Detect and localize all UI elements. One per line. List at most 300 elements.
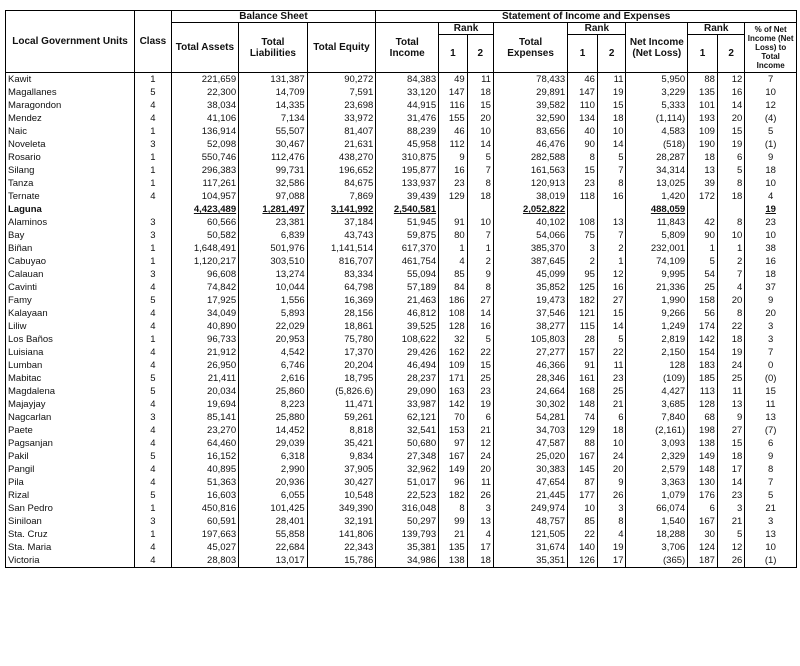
net-rank-2-cell: 27 xyxy=(717,424,744,437)
header-balance-sheet: Balance Sheet xyxy=(171,11,376,23)
total-liabilities-cell: 101,425 xyxy=(239,502,308,515)
expenses-rank-2-cell: 13 xyxy=(597,216,626,229)
pct-net-income-cell: 18 xyxy=(745,268,797,281)
expenses-rank-1-cell: 167 xyxy=(568,450,598,463)
net-rank-2-cell: 22 xyxy=(717,320,744,333)
total-liabilities-cell: 303,510 xyxy=(239,255,308,268)
total-income-cell: 29,090 xyxy=(376,385,439,398)
class-cell: 1 xyxy=(135,255,172,268)
total-liabilities-cell: 10,044 xyxy=(239,281,308,294)
expenses-rank-2-cell: 21 xyxy=(597,398,626,411)
lgu-name-cell: Laguna xyxy=(6,203,135,216)
lgu-name-cell: Paete xyxy=(6,424,135,437)
total-expenses-cell: 37,546 xyxy=(493,307,567,320)
total-assets-cell: 197,663 xyxy=(171,528,238,541)
net-rank-2-cell: 12 xyxy=(717,541,744,554)
net-rank-1-cell: 101 xyxy=(688,99,718,112)
expenses-rank-2-cell: 16 xyxy=(597,281,626,294)
income-rank-2-cell: 25 xyxy=(467,372,493,385)
net-income-cell: (365) xyxy=(626,554,688,568)
total-income-cell: 50,297 xyxy=(376,515,439,528)
income-rank-1-cell: 49 xyxy=(439,73,468,87)
income-rank-2-cell: 24 xyxy=(467,450,493,463)
total-assets-cell: 136,914 xyxy=(171,125,238,138)
class-cell: 4 xyxy=(135,463,172,476)
total-liabilities-cell: 14,709 xyxy=(239,86,308,99)
income-rank-2-cell: 7 xyxy=(467,164,493,177)
income-rank-2-cell: 10 xyxy=(467,125,493,138)
net-rank-1-cell: 190 xyxy=(688,138,718,151)
income-rank-2-cell: 12 xyxy=(467,437,493,450)
table-row xyxy=(6,281,797,294)
income-rank-1-cell: 91 xyxy=(439,216,468,229)
income-rank-1-cell xyxy=(439,203,468,216)
expenses-rank-1-cell: 22 xyxy=(568,528,598,541)
expenses-rank-1-cell: 168 xyxy=(568,385,598,398)
income-rank-2-cell: 20 xyxy=(467,463,493,476)
pct-net-income-cell: 20 xyxy=(745,307,797,320)
income-rank-1-cell: 32 xyxy=(439,333,468,346)
expenses-rank-1-cell: 134 xyxy=(568,112,598,125)
header-net-rank-2: 2 xyxy=(717,35,744,73)
pct-net-income-cell: 7 xyxy=(745,73,797,87)
expenses-rank-1-cell: 108 xyxy=(568,216,598,229)
expenses-rank-1-cell: 115 xyxy=(568,320,598,333)
lgu-name-cell: Cabuyao xyxy=(6,255,135,268)
income-rank-2-cell: 9 xyxy=(467,268,493,281)
table-row xyxy=(6,307,797,320)
header-income-statement: Statement of Income and Expenses xyxy=(376,11,797,23)
income-rank-1-cell: 147 xyxy=(439,86,468,99)
total-assets-cell: 51,363 xyxy=(171,476,238,489)
net-rank-2-cell: 8 xyxy=(717,307,744,320)
lgu-name-cell: Magdalena xyxy=(6,385,135,398)
lgu-name-cell: Liliw xyxy=(6,320,135,333)
total-expenses-cell: 121,505 xyxy=(493,528,567,541)
pct-net-income-cell: 10 xyxy=(745,229,797,242)
total-liabilities-cell: 14,335 xyxy=(239,99,308,112)
net-rank-1-cell: 90 xyxy=(688,229,718,242)
net-rank-2-cell: 20 xyxy=(717,294,744,307)
pct-net-income-cell: 23 xyxy=(745,216,797,229)
class-cell: 4 xyxy=(135,398,172,411)
income-rank-2-cell: 21 xyxy=(467,424,493,437)
class-cell: 5 xyxy=(135,86,172,99)
total-expenses-cell: 27,277 xyxy=(493,346,567,359)
income-rank-2-cell: 16 xyxy=(467,320,493,333)
net-rank-2-cell: 18 xyxy=(717,333,744,346)
class-cell: 4 xyxy=(135,307,172,320)
net-rank-2-cell xyxy=(717,203,744,216)
total-liabilities-cell: 112,476 xyxy=(239,151,308,164)
net-rank-2-cell: 21 xyxy=(717,515,744,528)
class-cell xyxy=(135,203,172,216)
total-income-cell: 108,622 xyxy=(376,333,439,346)
total-liabilities-cell: 1,281,497 xyxy=(239,203,308,216)
class-cell: 4 xyxy=(135,359,172,372)
pct-net-income-cell: 9 xyxy=(745,151,797,164)
class-cell: 4 xyxy=(135,99,172,112)
lgu-name-cell: Mendez xyxy=(6,112,135,125)
net-rank-2-cell: 18 xyxy=(717,450,744,463)
net-rank-2-cell: 7 xyxy=(717,268,744,281)
class-cell: 5 xyxy=(135,372,172,385)
pct-net-income-cell: 38 xyxy=(745,242,797,255)
expenses-rank-2-cell: 16 xyxy=(597,190,626,203)
net-rank-2-cell: 10 xyxy=(717,229,744,242)
lgu-name-cell: Tanza xyxy=(6,177,135,190)
total-liabilities-cell: 131,387 xyxy=(239,73,308,87)
net-rank-1-cell: 172 xyxy=(688,190,718,203)
expenses-rank-1-cell: 121 xyxy=(568,307,598,320)
expenses-rank-2-cell: 26 xyxy=(597,489,626,502)
total-assets-cell: 74,842 xyxy=(171,281,238,294)
net-income-cell: (518) xyxy=(626,138,688,151)
total-assets-cell: 21,411 xyxy=(171,372,238,385)
expenses-rank-1-cell: 87 xyxy=(568,476,598,489)
net-rank-1-cell: 88 xyxy=(688,73,718,87)
lgu-name-cell: Luisiana xyxy=(6,346,135,359)
total-liabilities-cell: 14,452 xyxy=(239,424,308,437)
lgu-name-cell: Naic xyxy=(6,125,135,138)
expenses-rank-1-cell: 85 xyxy=(568,515,598,528)
expenses-rank-2-cell: 2 xyxy=(597,242,626,255)
expenses-rank-1-cell: 177 xyxy=(568,489,598,502)
total-equity-cell: 84,675 xyxy=(307,177,376,190)
total-assets-cell: 4,423,489 xyxy=(171,203,238,216)
expenses-rank-1-cell: 40 xyxy=(568,125,598,138)
total-expenses-cell: 19,473 xyxy=(493,294,567,307)
total-liabilities-cell: 5,893 xyxy=(239,307,308,320)
income-rank-2-cell: 5 xyxy=(467,151,493,164)
table-row xyxy=(6,541,797,554)
total-equity-cell: 18,861 xyxy=(307,320,376,333)
lgu-name-cell: Cavinti xyxy=(6,281,135,294)
net-income-cell: 3,093 xyxy=(626,437,688,450)
income-rank-2-cell: 18 xyxy=(467,554,493,568)
table-row xyxy=(6,268,797,281)
net-income-cell: 2,150 xyxy=(626,346,688,359)
income-rank-1-cell: 16 xyxy=(439,164,468,177)
income-rank-1-cell: 99 xyxy=(439,515,468,528)
table-row xyxy=(6,216,797,229)
total-assets-cell: 52,098 xyxy=(171,138,238,151)
table-row xyxy=(6,398,797,411)
net-rank-2-cell: 5 xyxy=(717,528,744,541)
total-expenses-cell: 47,654 xyxy=(493,476,567,489)
table-row xyxy=(6,450,797,463)
net-rank-2-cell: 8 xyxy=(717,216,744,229)
total-liabilities-cell: 13,274 xyxy=(239,268,308,281)
net-income-cell: 4,583 xyxy=(626,125,688,138)
table-row xyxy=(6,554,797,568)
total-liabilities-cell: 2,616 xyxy=(239,372,308,385)
total-income-cell: 51,945 xyxy=(376,216,439,229)
expenses-rank-2-cell: 10 xyxy=(597,125,626,138)
income-rank-1-cell: 155 xyxy=(439,112,468,125)
class-cell: 1 xyxy=(135,73,172,87)
net-rank-2-cell: 15 xyxy=(717,125,744,138)
income-rank-2-cell: 8 xyxy=(467,281,493,294)
class-cell: 3 xyxy=(135,229,172,242)
net-income-cell: (1,114) xyxy=(626,112,688,125)
net-rank-2-cell: 25 xyxy=(717,372,744,385)
lgu-name-cell: San Pedro xyxy=(6,502,135,515)
expenses-rank-2-cell: 18 xyxy=(597,424,626,437)
net-rank-1-cell: 183 xyxy=(688,359,718,372)
lgu-name-cell: Pangil xyxy=(6,463,135,476)
total-equity-cell: 23,698 xyxy=(307,99,376,112)
total-income-cell: 27,348 xyxy=(376,450,439,463)
total-expenses-cell: 282,588 xyxy=(493,151,567,164)
total-expenses-cell: 32,590 xyxy=(493,112,567,125)
net-rank-1-cell: 13 xyxy=(688,164,718,177)
net-rank-1-cell: 158 xyxy=(688,294,718,307)
expenses-rank-1-cell: 129 xyxy=(568,424,598,437)
total-liabilities-cell: 30,467 xyxy=(239,138,308,151)
expenses-rank-2-cell: 17 xyxy=(597,554,626,568)
total-assets-cell: 28,803 xyxy=(171,554,238,568)
header-expenses-rank-1: 1 xyxy=(568,35,598,73)
total-liabilities-cell: 22,029 xyxy=(239,320,308,333)
header-lgu: Local Government Units xyxy=(6,11,135,73)
net-rank-1-cell: 149 xyxy=(688,450,718,463)
total-assets-cell: 20,034 xyxy=(171,385,238,398)
net-rank-1-cell: 42 xyxy=(688,216,718,229)
total-assets-cell: 22,300 xyxy=(171,86,238,99)
net-rank-1-cell xyxy=(688,203,718,216)
expenses-rank-1-cell: 8 xyxy=(568,151,598,164)
lgu-name-cell: Noveleta xyxy=(6,138,135,151)
total-expenses-cell: 78,433 xyxy=(493,73,567,87)
lgu-name-cell: Pila xyxy=(6,476,135,489)
income-rank-2-cell: 8 xyxy=(467,177,493,190)
total-assets-cell: 40,890 xyxy=(171,320,238,333)
net-rank-1-cell: 138 xyxy=(688,437,718,450)
total-expenses-cell: 105,803 xyxy=(493,333,567,346)
income-rank-1-cell: 23 xyxy=(439,177,468,190)
total-assets-cell: 41,106 xyxy=(171,112,238,125)
income-rank-2-cell: 2 xyxy=(467,255,493,268)
income-rank-1-cell: 80 xyxy=(439,229,468,242)
table-row xyxy=(6,411,797,424)
total-income-cell: 21,463 xyxy=(376,294,439,307)
income-rank-2-cell: 18 xyxy=(467,190,493,203)
pct-net-income-cell: 0 xyxy=(745,359,797,372)
table-row xyxy=(6,437,797,450)
total-liabilities-cell: 25,860 xyxy=(239,385,308,398)
net-income-cell: 2,819 xyxy=(626,333,688,346)
net-rank-2-cell: 13 xyxy=(717,398,744,411)
pct-net-income-cell: 16 xyxy=(745,255,797,268)
pct-net-income-cell: 3 xyxy=(745,515,797,528)
total-income-cell: 33,987 xyxy=(376,398,439,411)
table-row xyxy=(6,372,797,385)
income-rank-1-cell: 109 xyxy=(439,359,468,372)
lgu-name-cell: Victoria xyxy=(6,554,135,568)
income-rank-2-cell: 17 xyxy=(467,541,493,554)
income-rank-2-cell: 10 xyxy=(467,216,493,229)
pct-net-income-cell: 10 xyxy=(745,86,797,99)
net-rank-1-cell: 68 xyxy=(688,411,718,424)
table-row xyxy=(6,177,797,190)
total-income-cell: 617,370 xyxy=(376,242,439,255)
table-body xyxy=(6,73,797,568)
total-assets-cell: 23,270 xyxy=(171,424,238,437)
income-rank-2-cell: 19 xyxy=(467,398,493,411)
net-rank-1-cell: 193 xyxy=(688,112,718,125)
total-expenses-cell: 385,370 xyxy=(493,242,567,255)
expenses-rank-2-cell: 15 xyxy=(597,99,626,112)
lgu-financial-table xyxy=(5,10,797,568)
net-income-cell: 9,266 xyxy=(626,307,688,320)
class-cell: 5 xyxy=(135,294,172,307)
total-assets-cell: 26,950 xyxy=(171,359,238,372)
table-row xyxy=(6,86,797,99)
expenses-rank-1-cell: 90 xyxy=(568,138,598,151)
class-cell: 5 xyxy=(135,450,172,463)
total-income-cell: 29,426 xyxy=(376,346,439,359)
expenses-rank-2-cell: 3 xyxy=(597,502,626,515)
net-income-cell: 3,706 xyxy=(626,541,688,554)
income-rank-2-cell: 7 xyxy=(467,229,493,242)
lgu-name-cell: Calauan xyxy=(6,268,135,281)
total-equity-cell: 349,390 xyxy=(307,502,376,515)
header-income-rank-2: 2 xyxy=(467,35,493,73)
net-rank-2-cell: 11 xyxy=(717,385,744,398)
net-rank-2-cell: 8 xyxy=(717,177,744,190)
total-income-cell: 28,237 xyxy=(376,372,439,385)
header-net-rank-1: 1 xyxy=(688,35,718,73)
lgu-name-cell: Alaminos xyxy=(6,216,135,229)
table-row xyxy=(6,164,797,177)
lgu-name-cell: Kawit xyxy=(6,73,135,87)
total-income-cell: 46,812 xyxy=(376,307,439,320)
class-cell: 4 xyxy=(135,541,172,554)
total-assets-cell: 104,957 xyxy=(171,190,238,203)
total-expenses-cell: 120,913 xyxy=(493,177,567,190)
total-equity-cell: 32,191 xyxy=(307,515,376,528)
net-rank-1-cell: 25 xyxy=(688,281,718,294)
pct-net-income-cell: 9 xyxy=(745,450,797,463)
net-rank-1-cell: 130 xyxy=(688,476,718,489)
total-equity-cell: 90,272 xyxy=(307,73,376,87)
total-expenses-cell: 47,587 xyxy=(493,437,567,450)
net-rank-1-cell: 198 xyxy=(688,424,718,437)
header-expenses-rank-2: 2 xyxy=(597,35,626,73)
income-rank-1-cell: 142 xyxy=(439,398,468,411)
expenses-rank-2-cell: 25 xyxy=(597,385,626,398)
income-rank-1-cell: 116 xyxy=(439,99,468,112)
pct-net-income-cell: (4) xyxy=(745,112,797,125)
income-rank-1-cell: 9 xyxy=(439,151,468,164)
header-expenses-rank: Rank xyxy=(568,23,626,35)
income-rank-2-cell: 3 xyxy=(467,502,493,515)
net-rank-2-cell: 3 xyxy=(717,502,744,515)
expenses-rank-1-cell: 140 xyxy=(568,541,598,554)
total-assets-cell: 117,261 xyxy=(171,177,238,190)
net-rank-1-cell: 30 xyxy=(688,528,718,541)
total-expenses-cell: 387,645 xyxy=(493,255,567,268)
lgu-name-cell: Famy xyxy=(6,294,135,307)
total-income-cell: 35,381 xyxy=(376,541,439,554)
income-rank-2-cell: 14 xyxy=(467,307,493,320)
total-income-cell: 50,680 xyxy=(376,437,439,450)
total-liabilities-cell: 23,381 xyxy=(239,216,308,229)
total-liabilities-cell: 501,976 xyxy=(239,242,308,255)
net-rank-1-cell: 167 xyxy=(688,515,718,528)
pct-net-income-cell: 9 xyxy=(745,294,797,307)
total-equity-cell: 141,806 xyxy=(307,528,376,541)
lgu-name-cell: Biñan xyxy=(6,242,135,255)
table-row xyxy=(6,476,797,489)
total-equity-cell: (5,826.6) xyxy=(307,385,376,398)
total-liabilities-cell: 4,542 xyxy=(239,346,308,359)
pct-net-income-cell: 8 xyxy=(745,463,797,476)
table-row xyxy=(6,112,797,125)
net-rank-1-cell: 56 xyxy=(688,307,718,320)
total-income-cell: 84,383 xyxy=(376,73,439,87)
net-income-cell: 74,109 xyxy=(626,255,688,268)
total-expenses-cell: 25,020 xyxy=(493,450,567,463)
total-expenses-cell: 30,383 xyxy=(493,463,567,476)
expenses-rank-1-cell xyxy=(568,203,598,216)
expenses-rank-2-cell: 5 xyxy=(597,151,626,164)
net-income-cell: 4,427 xyxy=(626,385,688,398)
income-rank-1-cell: 162 xyxy=(439,346,468,359)
expenses-rank-1-cell: 118 xyxy=(568,190,598,203)
lgu-name-cell: Pakil xyxy=(6,450,135,463)
net-rank-1-cell: 142 xyxy=(688,333,718,346)
class-cell: 1 xyxy=(135,333,172,346)
total-liabilities-cell: 20,936 xyxy=(239,476,308,489)
class-cell: 4 xyxy=(135,190,172,203)
total-income-cell: 31,476 xyxy=(376,112,439,125)
expenses-rank-2-cell: 4 xyxy=(597,528,626,541)
expenses-rank-1-cell: 110 xyxy=(568,99,598,112)
total-assets-cell: 1,648,491 xyxy=(171,242,238,255)
expenses-rank-2-cell: 20 xyxy=(597,463,626,476)
total-assets-cell: 34,049 xyxy=(171,307,238,320)
total-equity-cell: 37,184 xyxy=(307,216,376,229)
total-income-cell: 45,958 xyxy=(376,138,439,151)
class-cell: 3 xyxy=(135,515,172,528)
net-rank-1-cell: 18 xyxy=(688,151,718,164)
total-expenses-cell: 46,366 xyxy=(493,359,567,372)
expenses-rank-2-cell: 23 xyxy=(597,372,626,385)
expenses-rank-2-cell: 7 xyxy=(597,229,626,242)
income-rank-1-cell: 171 xyxy=(439,372,468,385)
lgu-name-cell: Sta. Maria xyxy=(6,541,135,554)
total-liabilities-cell: 55,858 xyxy=(239,528,308,541)
pct-net-income-cell: 5 xyxy=(745,489,797,502)
total-assets-cell: 296,383 xyxy=(171,164,238,177)
pct-net-income-cell: 7 xyxy=(745,476,797,489)
class-cell: 1 xyxy=(135,125,172,138)
lgu-name-cell: Lumban xyxy=(6,359,135,372)
total-liabilities-cell: 25,880 xyxy=(239,411,308,424)
income-rank-1-cell: 186 xyxy=(439,294,468,307)
net-rank-1-cell: 39 xyxy=(688,177,718,190)
total-equity-cell: 17,370 xyxy=(307,346,376,359)
income-rank-2-cell xyxy=(467,203,493,216)
table-row xyxy=(6,489,797,502)
income-rank-1-cell: 70 xyxy=(439,411,468,424)
expenses-rank-1-cell: 95 xyxy=(568,268,598,281)
net-income-cell: 7,840 xyxy=(626,411,688,424)
net-rank-2-cell: 19 xyxy=(717,346,744,359)
total-liabilities-cell: 97,088 xyxy=(239,190,308,203)
